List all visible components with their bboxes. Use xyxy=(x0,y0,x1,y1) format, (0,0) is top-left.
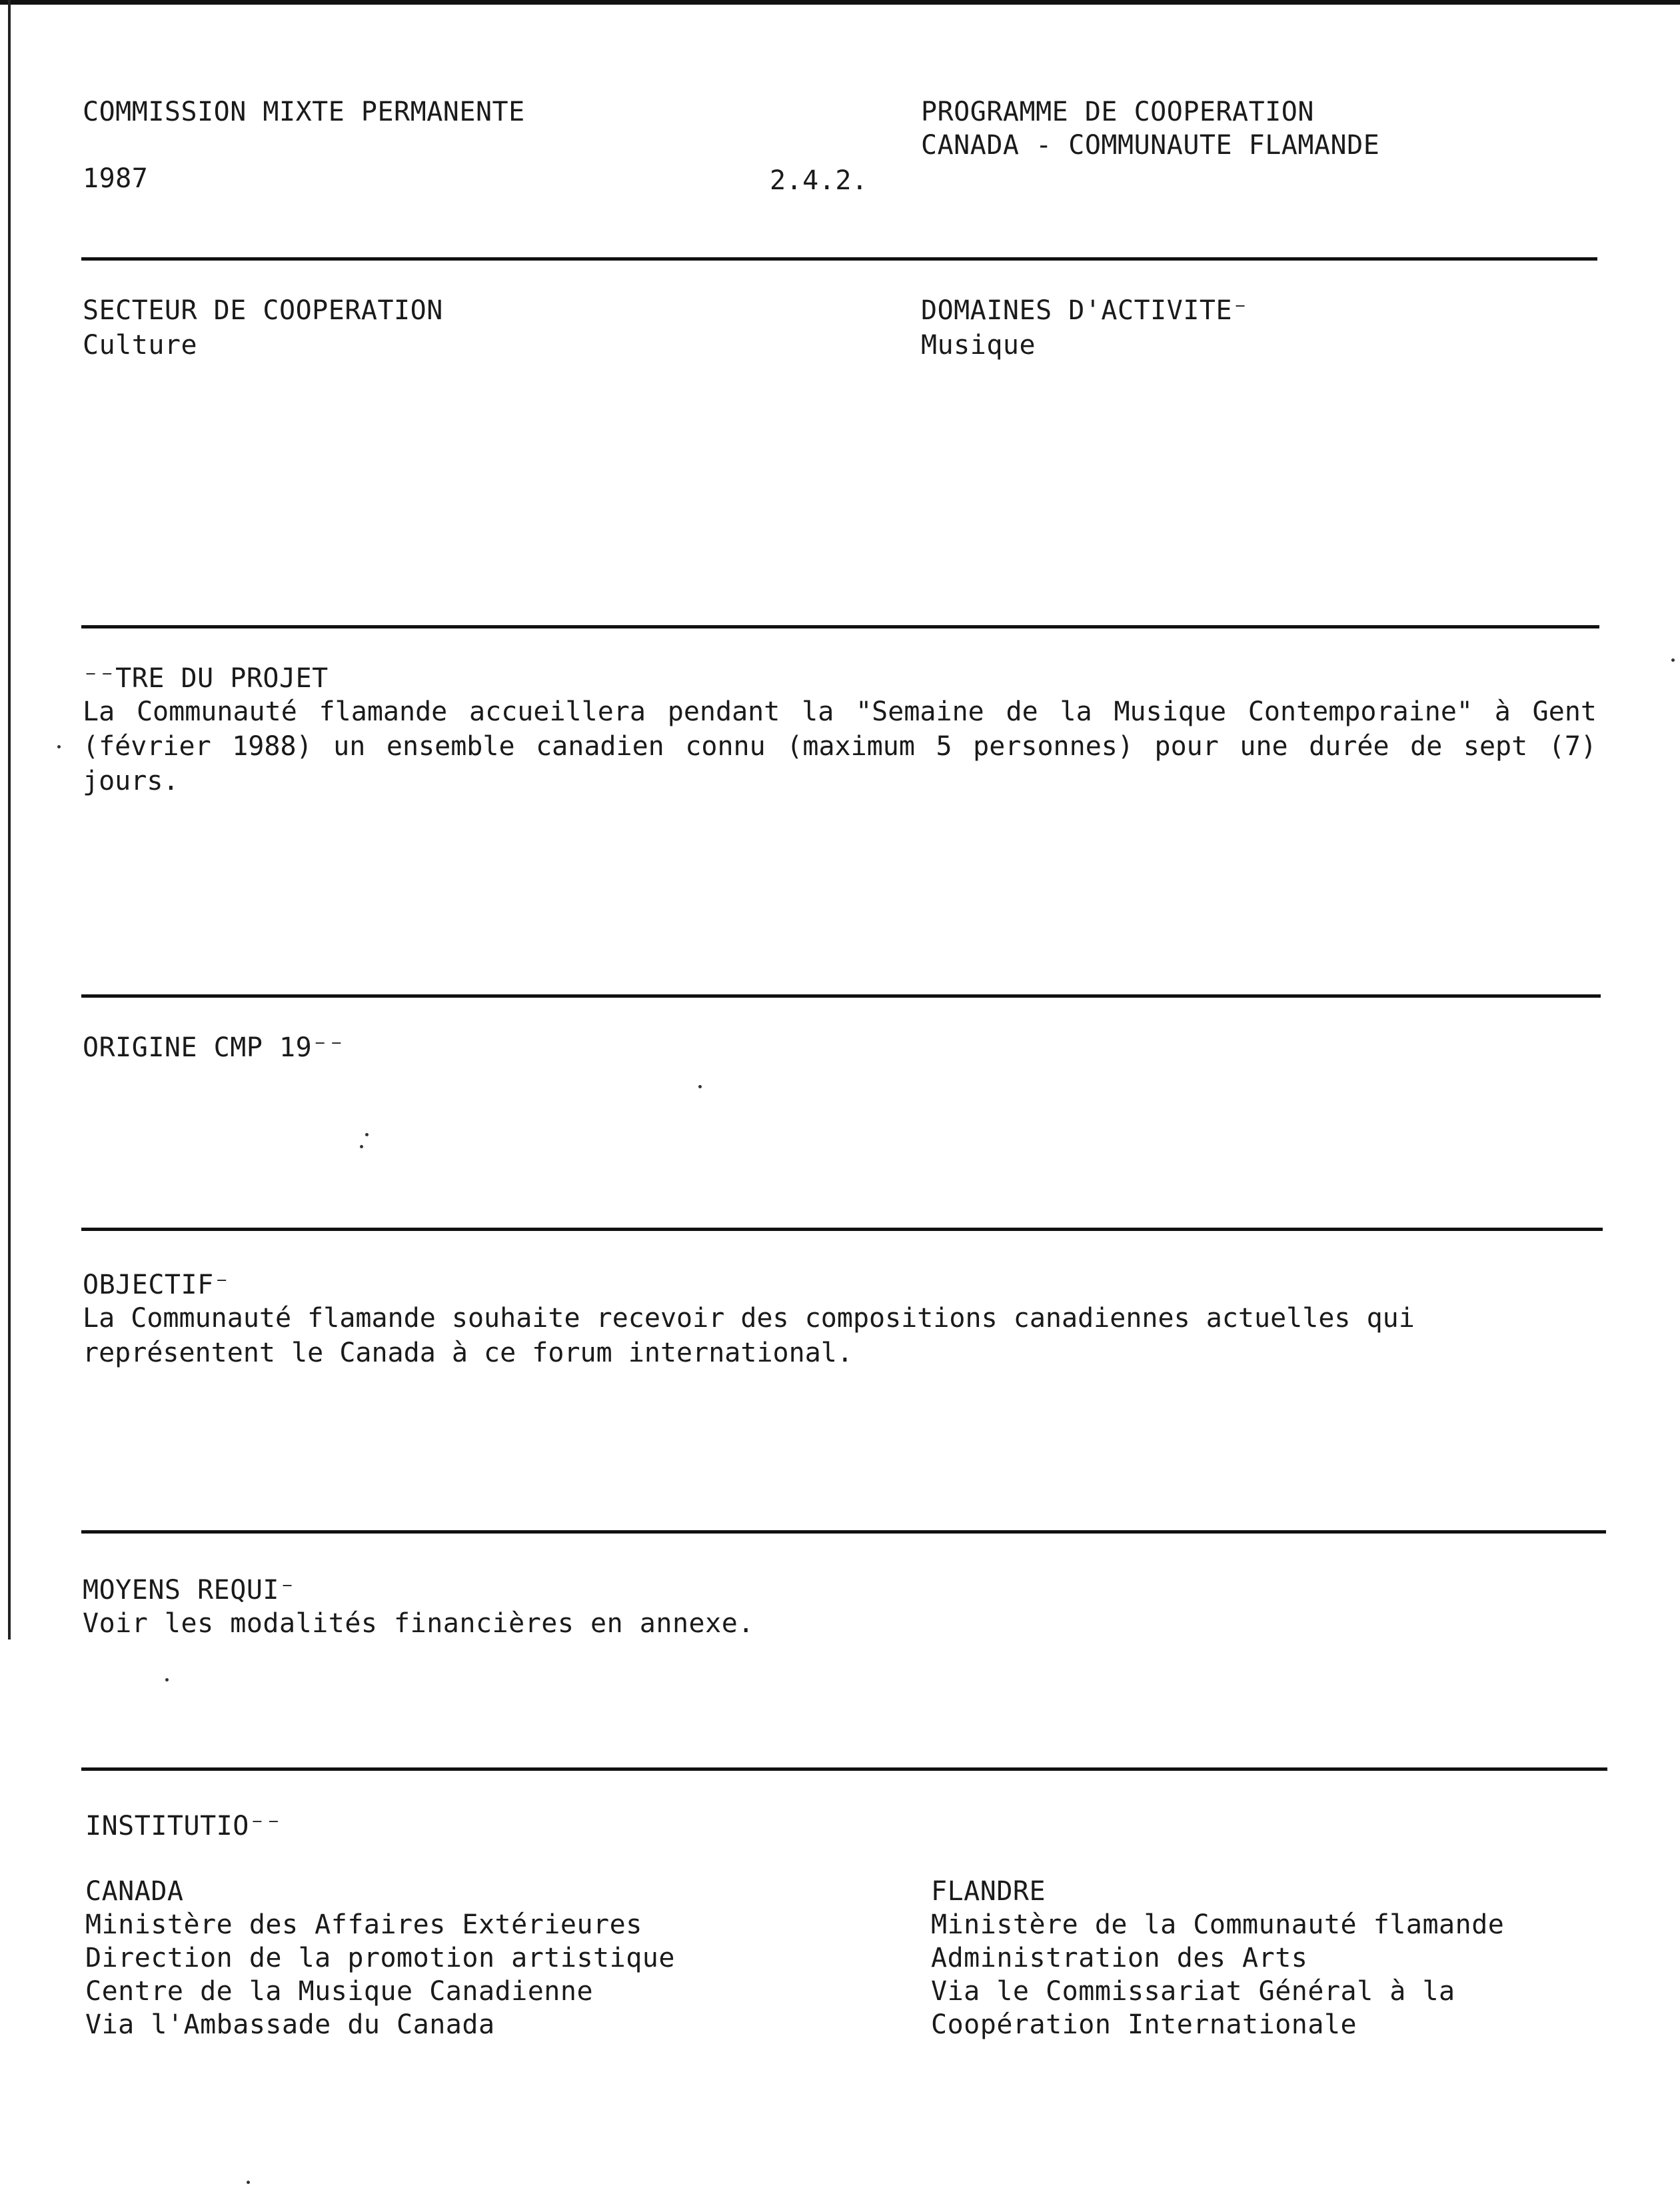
canada-line: Centre de la Musique Canadienne xyxy=(85,1976,594,2007)
divider-3 xyxy=(81,994,1601,998)
scan-left-edge xyxy=(8,0,11,1640)
objective-text: La Communauté flamande souhaite recevoir des compositions canadiennes actuelles qui représentent le Canada à ce forum international. xyxy=(83,1303,1415,1368)
project-title-label: ⁻⁻TRE DU PROJET xyxy=(83,663,329,694)
flandre-line: Via le Commissariat Général à la xyxy=(931,1976,1455,2007)
canada-line: Via l'Ambassade du Canada xyxy=(85,2009,495,2040)
domain-label: DOMAINES D'ACTIVITE⁻ xyxy=(921,295,1249,326)
divider-4 xyxy=(81,1228,1603,1231)
origin-label: ORIGINE CMP 19⁻⁻ xyxy=(83,1032,345,1063)
project-title-text: La Communauté flamande accueillera pendant la "Semaine de la Musique Contemporaine" à Gent (février 1988) un ensemble canadien connu (maximum 5 personnes) pour une durée de sept (7) jours. xyxy=(83,696,1597,796)
year: 1987 xyxy=(83,163,149,194)
commission-title: COMMISSION MIXTE PERMANENTE xyxy=(83,97,525,127)
institutions-label: INSTITUTIO⁻⁻ xyxy=(85,1811,282,1841)
scan-speck xyxy=(360,1145,363,1148)
programme-title: PROGRAMME DE COOPERATION xyxy=(921,97,1314,127)
flandre-heading: FLANDRE xyxy=(931,1876,1046,1907)
scan-top-edge xyxy=(0,0,1680,5)
reference-number: 2.4.2. xyxy=(770,165,868,196)
canada-heading: CANADA xyxy=(85,1876,184,1907)
scan-speck xyxy=(1671,658,1675,662)
flandre-line: Ministère de la Communauté flamande xyxy=(931,1909,1505,1940)
divider-6 xyxy=(81,1767,1607,1771)
sector-label: SECTEUR DE COOPERATION xyxy=(83,295,443,326)
scan-speck xyxy=(365,1133,369,1136)
flandre-line: Coopération Internationale xyxy=(931,2009,1357,2040)
divider-1 xyxy=(81,257,1597,261)
domain-value: Musique xyxy=(921,330,1036,361)
divider-2 xyxy=(81,625,1599,628)
programme-subtitle: CANADA - COMMUNAUTE FLAMANDE xyxy=(921,130,1380,161)
means-label: MOYENS REQUI⁻ xyxy=(83,1575,296,1606)
scan-speck xyxy=(247,2181,250,2184)
canada-line: Ministère des Affaires Extérieures xyxy=(85,1909,642,1940)
scan-speck xyxy=(57,745,61,748)
objective-label: OBJECTIF⁻ xyxy=(83,1270,231,1300)
scan-speck xyxy=(165,1678,169,1681)
flandre-line: Administration des Arts xyxy=(931,1943,1308,1973)
scan-speck xyxy=(698,1085,702,1088)
divider-5 xyxy=(81,1530,1606,1534)
canada-line: Direction de la promotion artistique xyxy=(85,1943,675,1973)
means-text: Voir les modalités financières en annexe. xyxy=(83,1608,754,1639)
sector-value: Culture xyxy=(83,330,198,361)
